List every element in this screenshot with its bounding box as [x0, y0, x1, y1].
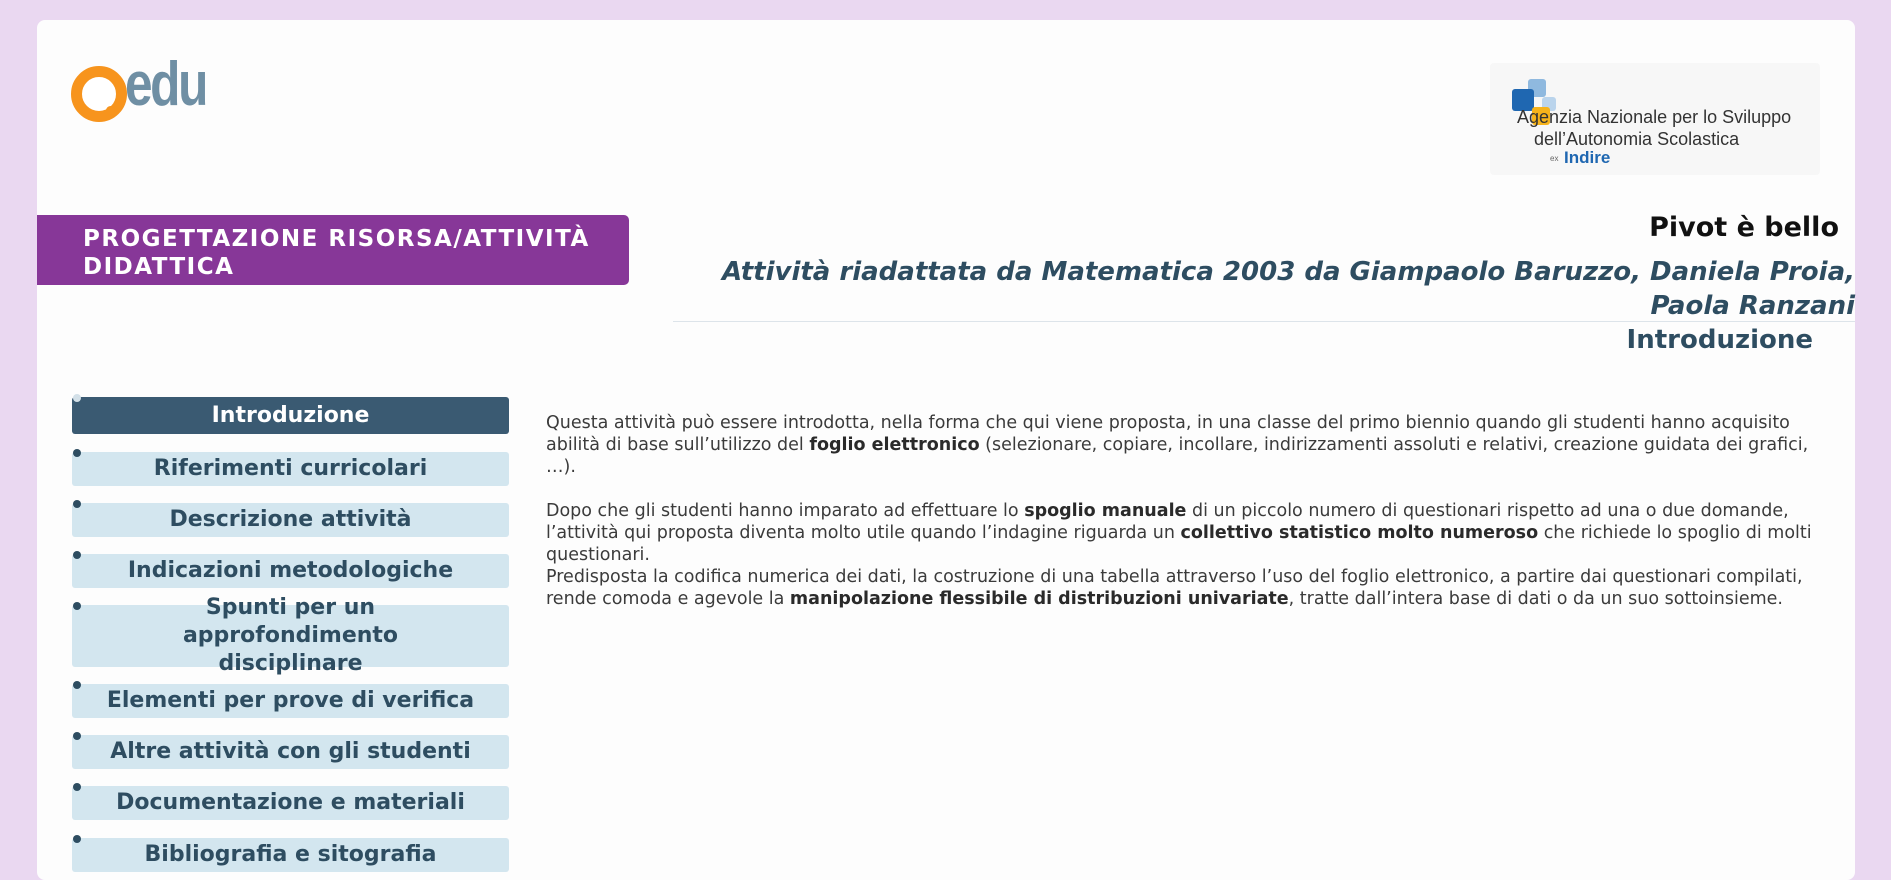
edu-logo[interactable]: [71, 46, 231, 136]
agency-logo[interactable]: [1490, 63, 1820, 175]
text-run: di un piccolo numero di questionari rispetto ad una o due domande, l’attività qui proposta diventa molto utile quando l’indagine riguarda un: [546, 501, 1789, 543]
text-run: Predisposta la codifica numerica dei dati, la costruzione di una tabella attraverso l’uso del foglio elettronico, a partire dai questionari compilati, rende comoda e agevole la: [546, 567, 1803, 609]
menu-item-label: Altre attività con gli studenti: [110, 739, 471, 764]
menu-item-label: Indicazioni metodologiche: [127, 558, 454, 583]
text-run: che richiede lo spoglio di molti questionari.: [546, 523, 1812, 565]
menu-item-documentazione[interactable]: [72, 786, 509, 820]
logo-ring-icon: [71, 66, 127, 122]
bullet-icon: [73, 551, 81, 559]
page-subtitle: Attività riadattata da Matematica 2003 da Giampaolo Baruzzo, Daniela Proia, Paola Ranzani: [722, 257, 1855, 321]
page-title: Pivot è bello: [1649, 212, 1839, 243]
bold-term: spoglio manuale: [1024, 501, 1187, 521]
menu-item-altre-attivita[interactable]: [72, 735, 509, 769]
intro-content: [546, 412, 1821, 610]
text-run: Dopo che gli studenti hanno imparato ad effettuare lo: [546, 501, 1025, 521]
menu-item-prove-verifica[interactable]: [72, 684, 509, 718]
menu-item-label: Spunti per un approfondimento disciplinare: [182, 595, 399, 676]
menu-item-label: Documentazione e materiali: [116, 790, 465, 815]
bullet-icon: [73, 394, 81, 402]
section-heading: Introduzione: [1626, 325, 1813, 355]
banner-title: PROGETTAZIONE RISORSA/ATTIVITÀ DIDATTICA: [83, 226, 590, 280]
agency-indire-label: Indire: [1564, 148, 1611, 167]
bullet-icon: [73, 602, 81, 610]
agency-ex-label: ex: [1550, 154, 1559, 163]
menu-item-label: Elementi per prove di verifica: [106, 688, 475, 713]
logo-dot-icon: [106, 106, 115, 115]
bold-term: collettivo statistico molto numeroso: [1180, 523, 1539, 543]
text-run: (selezionare, copiare, incollare, indirizzamenti assoluti e relativi, creazione guidata dei grafici, …).: [546, 435, 1809, 477]
bullet-icon: [73, 835, 81, 843]
agency-name-line2: dell’Autonomia Scolastica: [1534, 129, 1740, 149]
paragraph-spacer: [546, 478, 1821, 500]
bold-term: foglio elettronico: [809, 435, 980, 455]
agency-name-line1: Agenzia Nazionale per lo Sviluppo: [1517, 107, 1792, 127]
menu-item-indicazioni-metodologiche[interactable]: [72, 554, 509, 588]
bullet-icon: [73, 500, 81, 508]
bullet-icon: [73, 783, 81, 791]
menu-item-label: Riferimenti curricolari: [153, 456, 428, 481]
text-run: , tratte dall’intera base di dati o da un suo sottoinsieme.: [1288, 589, 1783, 609]
menu-item-spunti-approfondimento[interactable]: [72, 595, 509, 676]
menu-item-riferimenti-curricolari[interactable]: [72, 452, 509, 486]
menu-item-label: Bibliografia e sitografia: [144, 842, 437, 867]
logo-text: edu: [125, 50, 206, 119]
intro-paragraph-1: [546, 412, 1821, 478]
page-container: [37, 20, 1855, 880]
menu-item-descrizione-attivita[interactable]: [72, 503, 509, 537]
intro-paragraph-3: [546, 566, 1821, 610]
menu-item-label: Descrizione attività: [169, 507, 412, 532]
intro-paragraph-2: [546, 500, 1821, 566]
title-divider: [673, 321, 1855, 322]
bullet-icon: [73, 681, 81, 689]
text-run: Questa attività può essere introdotta, nella forma che qui viene proposta, in una classe del primo biennio quando gli studenti hanno acquisito abilità di base sull’utilizzo del: [546, 413, 1790, 455]
menu-item-introduzione[interactable]: [72, 397, 509, 434]
bullet-icon: [73, 449, 81, 457]
section-banner: [37, 215, 629, 285]
bullet-icon: [73, 732, 81, 740]
menu-item-label: Introduzione: [211, 402, 370, 428]
bold-term: manipolazione flessibile di distribuzioni univariate: [789, 589, 1289, 609]
